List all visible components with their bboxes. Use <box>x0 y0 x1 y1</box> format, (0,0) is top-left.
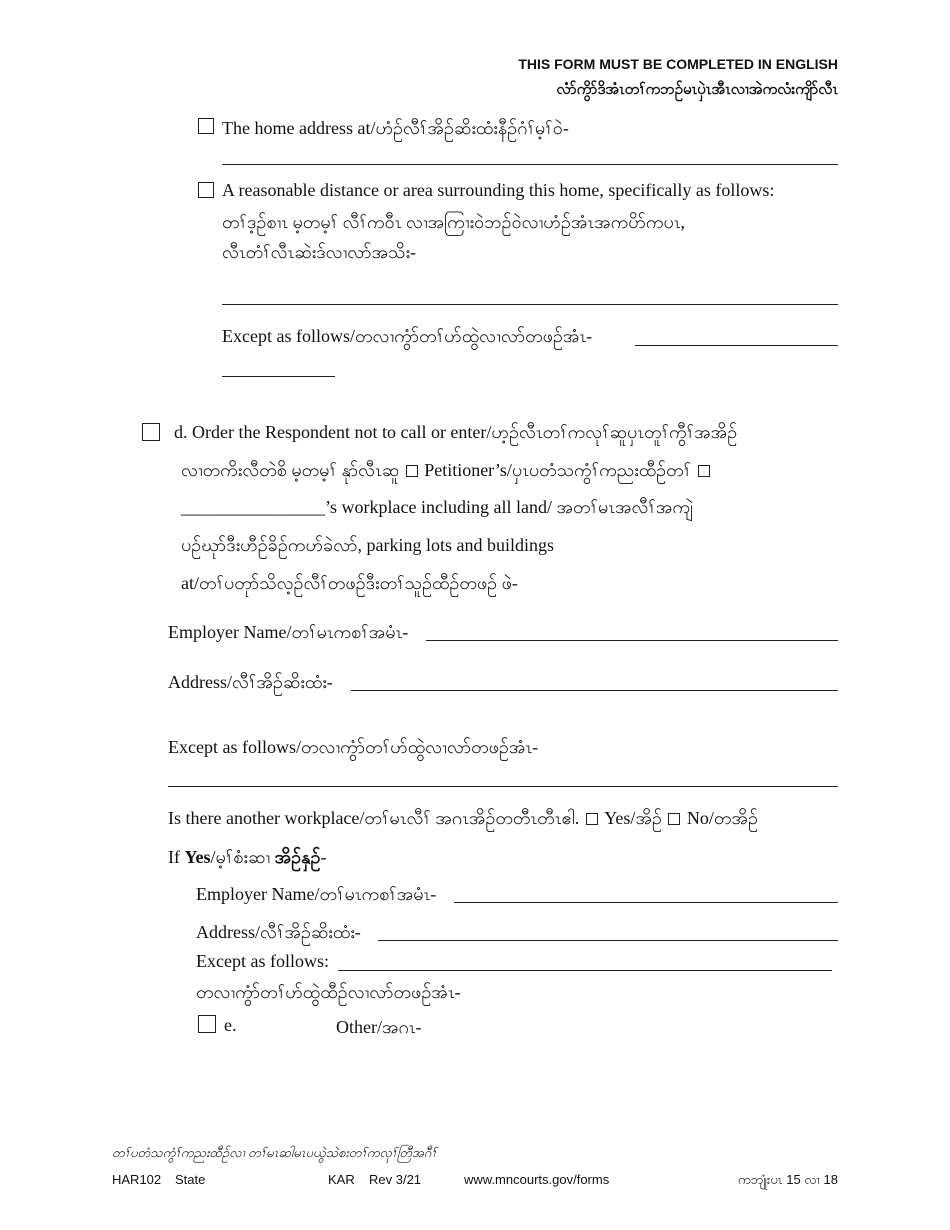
another-workplace-question <box>168 806 758 833</box>
karen-requirement-notice: လံာ်ကွိာ်ဒိအံၤတၢ်ကဘဉ်မၤပှဲၤအီၤလၢအဲကလံးကျိာ်လီၤ <box>556 81 838 98</box>
order-d-checkbox[interactable] <box>142 423 160 441</box>
no-label: No/တအိဉ် <box>686 808 758 828</box>
workplace-except-label: Except as follows/တလၢကွံာ်တၢ်ဟ်ထွဲလၢလာ်တဖဉ်အံၤ- <box>168 737 539 757</box>
footer-page-number: ကဘျုံးပၤ 15 လၢ 18 <box>737 1172 838 1187</box>
footer-form-title: တၢ်ပတံသကွံၢ်ကညးထီဉ်လၢ တၢ်မၤဆါမၤပယွဲသဲစးတၢ်ကလုၢ်တြီအဂီၢ် <box>112 1145 437 1160</box>
workplace-name-blank[interactable]: ________________’s workplace including all land/ <box>181 497 552 517</box>
workplace-karen-text: အတၢ်မၤအလီၢ်အကျဲ <box>556 497 693 517</box>
if-yes-prefix: If <box>168 847 185 867</box>
footer-language: KAR <box>328 1172 355 1187</box>
if-yes-mid: /မ့ၢ်စံးဆၢ <box>210 847 275 867</box>
other-e-letter: e. <box>224 1015 237 1035</box>
another-workplace-yes-checkbox[interactable] <box>586 813 598 825</box>
home-address-checkbox[interactable] <box>198 118 214 134</box>
petitioner-workplace-label: Petitioner’s/ပှၤပတံသကွံၢ်ကညးထီဉ်တၢ် <box>424 460 692 480</box>
another-workplace-no-checkbox[interactable] <box>668 813 680 825</box>
footer-form-id: HAR102 <box>112 1172 162 1187</box>
if-yes-bold: Yes <box>184 847 211 867</box>
other-e-label: Other/အဂၤ- <box>336 1017 422 1037</box>
reasonable-distance-input-line[interactable] <box>222 304 838 305</box>
address-2-input-line[interactable] <box>378 940 838 941</box>
yes-label: Yes/အိဉ် <box>604 808 662 828</box>
home-address-label: The home address at/ဟံဉ်လီၢ်အိဉ်ဆိးထံးနီဉ်ဂံၢ်မ့ၢ်ဝဲ- <box>222 118 569 138</box>
address-label: Address/လီၢ်အိဉ်ဆိးထံး- <box>168 672 333 692</box>
except-2-input-line[interactable] <box>338 970 832 971</box>
if-yes-heading <box>168 845 326 872</box>
english-requirement-notice: THIS FORM MUST BE COMPLETED IN ENGLISH <box>518 56 838 72</box>
order-d-line-5: at/တၢ်ပတုာ်သိလ့ဉ်လီၢ်တဖဉ်ဒီးတၢ်သူဉ်ထီဉ်တဖဉ် ဖဲ- <box>181 573 518 593</box>
workplace-except-input-line[interactable] <box>168 786 838 787</box>
employer-name-2-input-line[interactable] <box>454 902 838 903</box>
footer-revision: Rev 3/21 <box>369 1172 422 1187</box>
except-2-karen: တလၢကွံာ်တၢ်ဟ်ထွဲထီဉ်လၢလာ်တဖဉ်အံၤ- <box>196 982 461 1002</box>
address-input-line[interactable] <box>351 690 838 691</box>
employer-name-label: Employer Name/တၢ်မၤကစၢ်အမံၤ- <box>168 622 409 642</box>
if-yes-bold-karen: အိဉ်နှဉ် <box>274 847 321 867</box>
footer-url[interactable]: www.mncourts.gov/forms <box>464 1172 610 1187</box>
employer-name-input-line[interactable] <box>426 640 838 641</box>
if-yes-suffix: - <box>320 847 327 867</box>
petitioner-workplace-checkbox[interactable] <box>406 465 418 477</box>
employer-name-2-label: Employer Name/တၢ်မၤကစၢ်အမံၤ- <box>196 884 437 904</box>
reasonable-distance-karen-2: လီၤတံၢ်လီၤဆဲးဒ်လၢလာ်အသိး- <box>222 242 417 262</box>
order-d-line-3 <box>181 495 693 522</box>
footer-jurisdiction: State <box>175 1172 206 1187</box>
reasonable-distance-checkbox[interactable] <box>198 182 214 198</box>
reasonable-distance-karen-1: တၢ်ဒ့ဉ်စၢၤ မ့တမ့ၢ် လီၢ်ကဝီၤ လၢအကြၢးဝဲဘဉ်ဝဲလၢဟံဉ်အံၤအကပိာ်ကပၤ, <box>222 212 686 232</box>
except-2-label: Except as follows: <box>196 951 329 971</box>
order-d-line-2 <box>181 458 712 485</box>
home-address-input-line[interactable] <box>222 164 838 165</box>
other-e-checkbox[interactable] <box>198 1015 216 1033</box>
order-d-line-2-text: လၢတကိးလီတဲစိ မ့တမ့ၢ် နုာ်လီၤဆူ <box>181 460 400 480</box>
address-2-label: Address/လီၢ်အိဉ်ဆိးထံး- <box>196 922 361 942</box>
reasonable-distance-label: A reasonable distance or area surrounding this home, specifically as follows: <box>222 180 775 200</box>
order-d-line-4: ပဉ်ဃုာ်ဒီးဟီဉ်ခိဉ်ကဟ်ခဲလာ်, parking lots and buildings <box>181 535 554 555</box>
another-workplace-text: Is there another workplace/တၢ်မၤလီၢ် အဂၤအိဉ်တတီၤတီၤဧါ. <box>168 808 580 828</box>
order-d-line-1: d. Order the Respondent not to call or enter/ဟ့ဉ်လီၤတၢ်ကလုၢ်ဆူပှၤတူၢ်ကွီၢ်အအိဉ် <box>174 422 738 442</box>
other-workplace-checkbox[interactable] <box>698 465 710 477</box>
home-except-input-line[interactable] <box>635 345 838 346</box>
home-except-input-line-2[interactable] <box>222 376 335 377</box>
home-except-label: Except as follows/တလၢကွံာ်တၢ်ဟ်ထွဲလၢလာ်တဖဉ်အံၤ- <box>222 326 593 346</box>
